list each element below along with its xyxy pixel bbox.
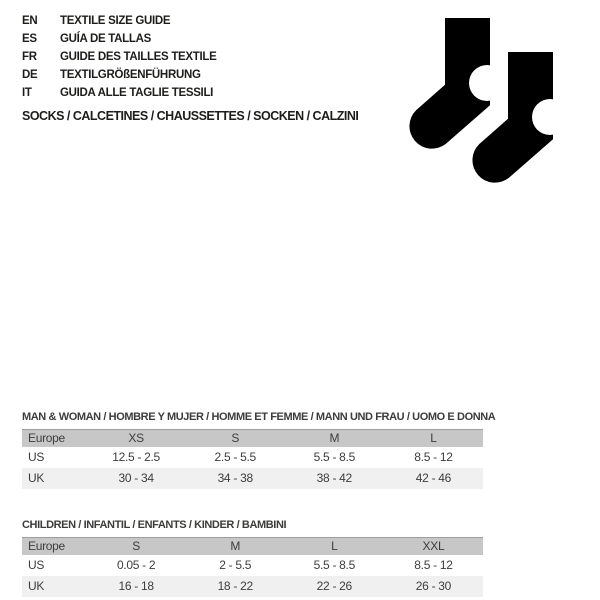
column-header-size: S	[231, 431, 240, 446]
size-cell: 12.5 - 2.5	[112, 450, 160, 464]
table-header-row	[22, 430, 483, 447]
socks-icon	[405, 5, 595, 190]
size-cell: 16 - 18	[118, 579, 154, 593]
table-row-uk	[22, 576, 483, 597]
region-cell: US	[28, 558, 45, 572]
column-header-size: XXL	[422, 539, 445, 554]
language-label: GUÍA DE TALLAS	[60, 33, 151, 45]
table-header-row	[22, 538, 483, 555]
language-label: GUIDE DES TAILLES TEXTILE	[60, 51, 217, 63]
size-cell: 5.5 - 8.5	[313, 450, 355, 464]
language-row	[22, 12, 217, 30]
sock-back-heel-dot	[469, 65, 505, 101]
table-title-children: CHILDREN / INFANTIL / ENFANTS / KINDER / BAMBINI	[22, 519, 287, 531]
table-row-us	[22, 447, 483, 468]
column-header-size: M	[230, 539, 241, 554]
language-row	[22, 30, 217, 48]
column-header-size: S	[132, 539, 140, 554]
size-cell: 2.5 - 5.5	[214, 450, 256, 464]
column-header-size: L	[331, 539, 338, 554]
size-table-children	[22, 519, 483, 597]
size-cell: 0.05 - 2	[116, 558, 156, 572]
language-code: FR	[22, 51, 37, 63]
size-cell: 30 - 34	[118, 471, 154, 485]
table-title-man-woman: MAN & WOMAN / HOMBRE Y MUJER / HOMME ET FEMME / MANN UND FRAU / UOMO E DONNA	[22, 411, 496, 423]
size-cell: 42 - 46	[415, 471, 452, 485]
region-cell: US	[28, 450, 45, 464]
size-cell: 38 - 42	[316, 471, 352, 485]
size-cell: 26 - 30	[415, 579, 452, 593]
sock-front-heel-dot	[532, 99, 568, 135]
column-header-size: L	[430, 431, 437, 446]
size-cell: 8.5 - 12	[414, 450, 453, 464]
size-cell: 2 - 5.5	[219, 558, 252, 572]
man-woman-table	[22, 429, 483, 489]
category-line: SOCKS / CALCETINES / CHAUSSETTES / SOCKEN / CALZINI	[22, 109, 359, 123]
table-row-uk	[22, 468, 483, 489]
language-label: GUIDA ALLE TAGLIE TESSILI	[60, 87, 214, 99]
language-code: EN	[22, 15, 38, 27]
language-code: ES	[22, 33, 37, 45]
size-cell: 22 - 26	[316, 579, 352, 593]
size-cell: 5.5 - 8.5	[313, 558, 355, 572]
language-list	[22, 12, 217, 102]
children-table	[22, 537, 483, 597]
region-cell: UK	[28, 471, 45, 485]
language-label: TEXTILGRÖßENFÜHRUNG	[60, 69, 201, 81]
size-cell: 34 - 38	[217, 471, 253, 485]
column-header-size: M	[329, 431, 340, 446]
size-table-man-woman	[22, 411, 496, 489]
size-cell: 18 - 22	[217, 579, 253, 593]
column-header-europe: Europe	[28, 539, 65, 554]
language-row	[22, 48, 217, 66]
language-row	[22, 66, 217, 84]
language-label: TEXTILE SIZE GUIDE	[60, 15, 171, 27]
region-cell: UK	[28, 579, 45, 593]
column-header-size: XS	[128, 431, 144, 446]
size-cell: 8.5 - 12	[414, 558, 453, 572]
language-code: DE	[22, 69, 38, 81]
language-row	[22, 84, 217, 102]
language-code: IT	[22, 87, 32, 99]
column-header-europe: Europe	[28, 431, 65, 446]
table-row-us	[22, 555, 483, 576]
